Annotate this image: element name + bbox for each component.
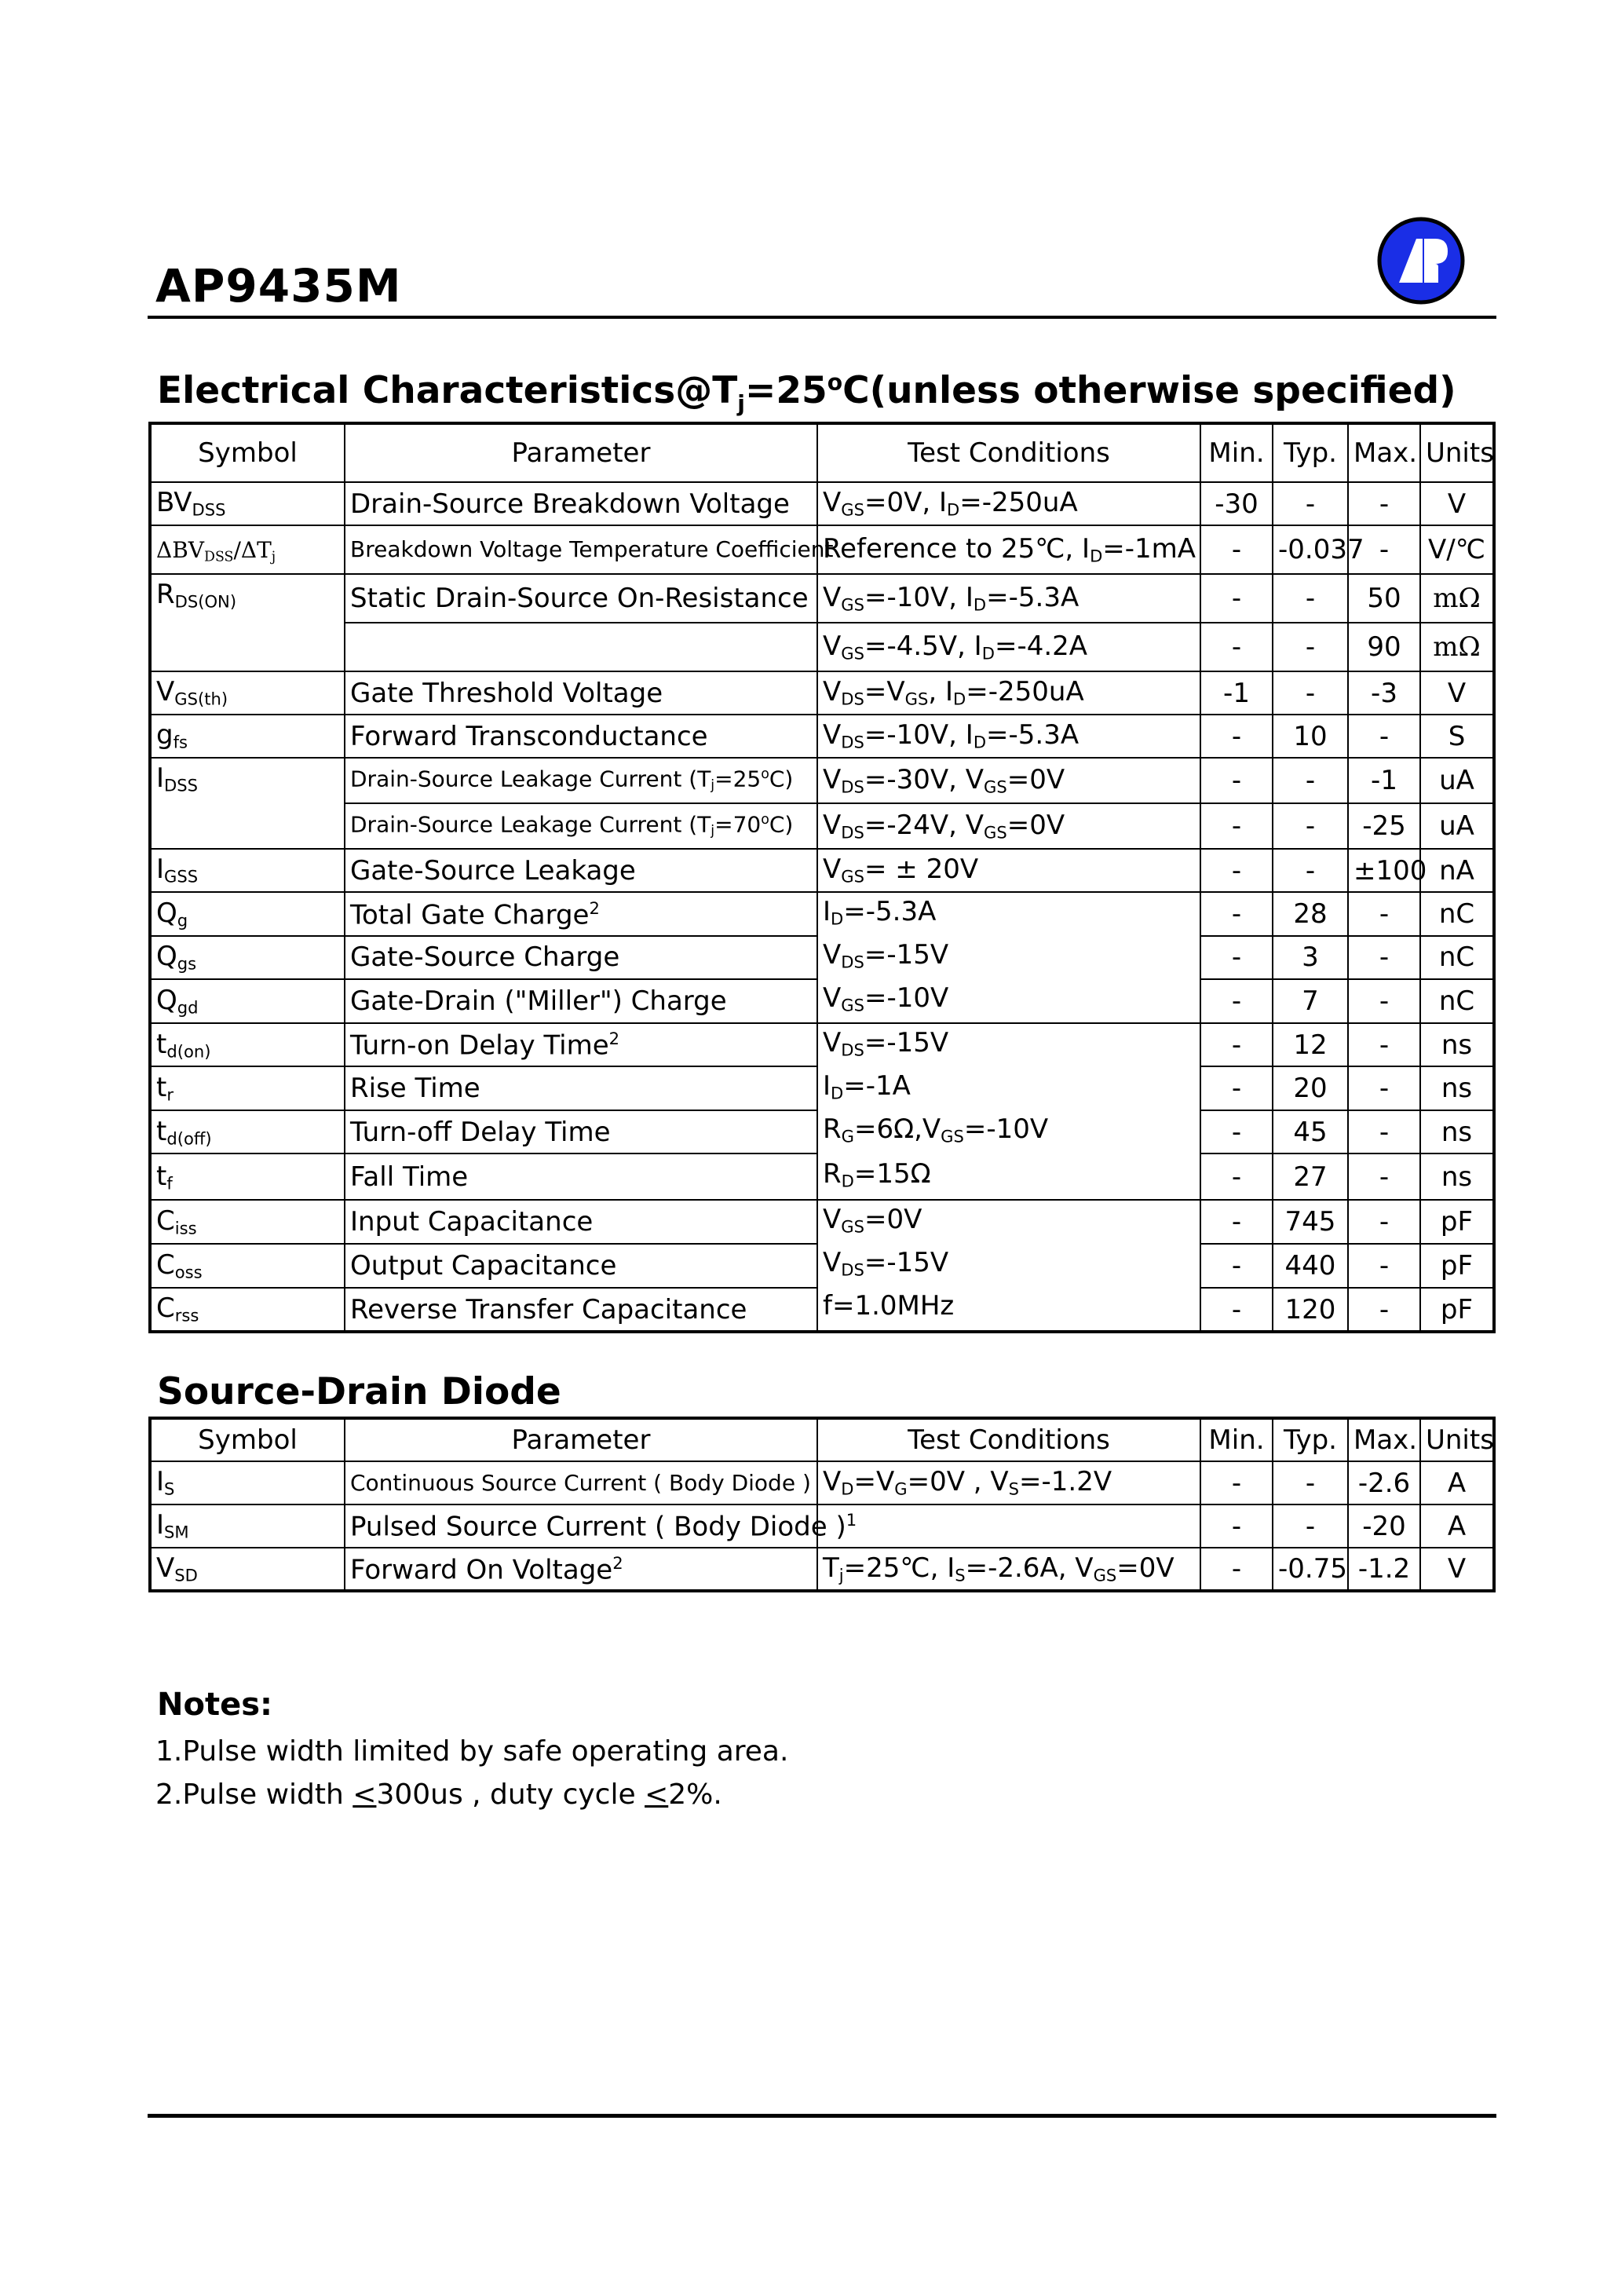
parameter-cell: Pulsed Source Current ( Body Diode )$^1$ <box>345 1504 817 1548</box>
max-cell: -1.2 <box>1348 1548 1420 1591</box>
typ-cell: 440 <box>1273 1244 1348 1288</box>
table-header-row <box>150 1418 1494 1461</box>
units-cell: V <box>1420 671 1494 715</box>
column-header: Symbol <box>150 1418 345 1461</box>
typ-cell: - <box>1273 482 1348 525</box>
parameter-cell: Gate Threshold Voltage <box>345 671 817 715</box>
symbol-cell: $g_{fs}$ <box>150 715 345 758</box>
max-cell: - <box>1348 1288 1420 1332</box>
min-cell: -1 <box>1200 671 1273 715</box>
parameter-cell: Breakdown Voltage Temperature Coefficient <box>345 525 817 574</box>
units-cell: A <box>1420 1504 1494 1548</box>
typ-cell: 7 <box>1273 979 1348 1023</box>
max-cell: - <box>1348 1153 1420 1200</box>
units-cell: mΩ <box>1420 623 1494 671</box>
min-cell: - <box>1200 936 1273 980</box>
symbol-cell: $t_f$ <box>150 1153 345 1200</box>
table-row <box>150 892 1494 936</box>
parameter-cell: Turn-on Delay Time$^2$ <box>345 1023 817 1066</box>
typ-cell: - <box>1273 623 1348 671</box>
column-header: Parameter <box>345 1418 817 1461</box>
source-drain-diode-title: Source-Drain Diode <box>157 1370 561 1413</box>
test-condition-cell: $V_{DS}=-15V$ $I_D=-1A$ $R_G=6\Omega,V_{GS}=-10V$ $R_D=15\Omega$ <box>817 1023 1200 1200</box>
table-row <box>150 1548 1494 1591</box>
typ-cell: 745 <box>1273 1200 1348 1244</box>
max-cell: -3 <box>1348 671 1420 715</box>
column-header: Typ. <box>1273 1418 1348 1461</box>
max-cell: - <box>1348 936 1420 980</box>
symbol-cell: $Q_{gs}$ <box>150 936 345 980</box>
max-cell: - <box>1348 1244 1420 1288</box>
symbol-cell: $I_{SM}$ <box>150 1504 345 1548</box>
max-cell: - <box>1348 1066 1420 1110</box>
electrical-characteristics-table <box>148 422 1496 1333</box>
symbol-cell: $I_S$ <box>150 1461 345 1504</box>
test-condition-cell: $V_{DS}=-10V$, $I_D=-5.3A$ <box>817 715 1200 758</box>
test-condition-cell: $V_{GS}=-4.5V$, $I_D=-4.2A$ <box>817 623 1200 671</box>
column-header: Parameter <box>345 423 817 482</box>
max-cell: - <box>1348 482 1420 525</box>
min-cell: - <box>1200 1504 1273 1548</box>
max-cell: - <box>1348 892 1420 936</box>
typ-cell: - <box>1273 849 1348 892</box>
min-cell: - <box>1200 1288 1273 1332</box>
column-header: Min. <box>1200 1418 1273 1461</box>
symbol-cell: $V_{GS(th)}$ <box>150 671 345 715</box>
symbol-cell: $Q_g$ <box>150 892 345 936</box>
typ-cell: 120 <box>1273 1288 1348 1332</box>
parameter-cell: Rise Time <box>345 1066 817 1110</box>
units-cell: nC <box>1420 936 1494 980</box>
electrical-characteristics-title: Electrical $Characteristics@T_j=25^oC(unless$ otherwise specified) <box>157 369 1456 417</box>
column-header: Symbol <box>150 423 345 482</box>
typ-cell: -0.037 <box>1273 525 1348 574</box>
test-condition-cell: $T_j=25℃$, $I_S=-2.6A$, $V_{GS}=0V$ <box>817 1548 1200 1591</box>
test-condition-cell: $I_D=-5.3A$ $V_{DS}=-15V$ $V_{GS}=-10V$ <box>817 892 1200 1023</box>
parameter-cell: Input Capacitance <box>345 1200 817 1244</box>
parameter-cell: Turn-off Delay Time <box>345 1110 817 1153</box>
units-cell: V/℃ <box>1420 525 1494 574</box>
min-cell: - <box>1200 892 1273 936</box>
min-cell: - <box>1200 1461 1273 1504</box>
note-2: 2.Pulse width <300us , duty cycle <2%. <box>155 1779 722 1811</box>
table-row <box>150 482 1494 525</box>
symbol-cell: $BV_{DSS}$ <box>150 482 345 525</box>
max-cell: -2.6 <box>1348 1461 1420 1504</box>
table-row <box>150 1023 1494 1066</box>
column-header: Min. <box>1200 423 1273 482</box>
parameter-cell: Gate-Drain ("Miller") Charge <box>345 979 817 1023</box>
units-cell: pF <box>1420 1288 1494 1332</box>
typ-cell: 28 <box>1273 892 1348 936</box>
min-cell: - <box>1200 803 1273 849</box>
units-cell: ns <box>1420 1110 1494 1153</box>
typ-cell: - <box>1273 803 1348 849</box>
test-condition-cell: $V_{GS}=0V$, $I_D=-250uA$ <box>817 482 1200 525</box>
part-number: AP9435M <box>155 259 402 313</box>
typ-cell: 20 <box>1273 1066 1348 1110</box>
column-header: Max. <box>1348 1418 1420 1461</box>
typ-cell: - <box>1273 1461 1348 1504</box>
test-condition-cell: $V_{DS}=V_{GS}$, $I_D=-250uA$ <box>817 671 1200 715</box>
table-row <box>150 849 1494 892</box>
max-cell: -25 <box>1348 803 1420 849</box>
min-cell: - <box>1200 758 1273 803</box>
typ-cell: 27 <box>1273 1153 1348 1200</box>
min-cell: - <box>1200 525 1273 574</box>
units-cell: nC <box>1420 892 1494 936</box>
test-condition-cell: $V_{GS}= \pm 20V$ <box>817 849 1200 892</box>
typ-cell: 10 <box>1273 715 1348 758</box>
units-cell: S <box>1420 715 1494 758</box>
symbol-cell: $I_{GSS}$ <box>150 849 345 892</box>
min-cell: -30 <box>1200 482 1273 525</box>
parameter-cell: Forward On Voltage$^2$ <box>345 1548 817 1591</box>
note-1: 1.Pulse width limited by safe operating area. <box>155 1735 789 1768</box>
source-drain-diode-table <box>148 1417 1496 1592</box>
test-condition-cell: $V_{GS}=0V$ $V_{DS}=-15V$ f=1.0MHz <box>817 1200 1200 1332</box>
symbol-cell: $C_{oss}$ <box>150 1244 345 1288</box>
table-row <box>150 1504 1494 1548</box>
table-row <box>150 758 1494 803</box>
units-cell: V <box>1420 482 1494 525</box>
units-cell: pF <box>1420 1200 1494 1244</box>
symbol-cell: $C_{iss}$ <box>150 1200 345 1244</box>
table-row <box>150 623 1494 671</box>
table-row <box>150 715 1494 758</box>
column-header: Typ. <box>1273 423 1348 482</box>
min-cell: - <box>1200 1200 1273 1244</box>
parameter-cell: Fall Time <box>345 1153 817 1200</box>
column-header: Max. <box>1348 423 1420 482</box>
company-logo <box>1375 215 1467 306</box>
table-row <box>150 1200 1494 1244</box>
parameter-cell: Output Capacitance <box>345 1244 817 1288</box>
units-cell: ns <box>1420 1023 1494 1066</box>
table-row <box>150 671 1494 715</box>
units-cell: nA <box>1420 849 1494 892</box>
max-cell: -20 <box>1348 1504 1420 1548</box>
typ-cell: - <box>1273 1504 1348 1548</box>
test-condition-cell: $V_{GS}=-10V$, $I_D=-5.3A$ <box>817 574 1200 623</box>
test-condition-cell: $V_{DS}=-24V$, $V_{GS}=0V$ <box>817 803 1200 849</box>
units-cell: ns <box>1420 1066 1494 1110</box>
typ-cell: 45 <box>1273 1110 1348 1153</box>
parameter-cell: Gate-Source Charge <box>345 936 817 980</box>
column-header: Test Conditions <box>817 423 1200 482</box>
min-cell: - <box>1200 979 1273 1023</box>
table-row <box>150 803 1494 849</box>
test-condition-cell: Reference to 25℃, $I_D=-1mA$ <box>817 525 1200 574</box>
table-row <box>150 574 1494 623</box>
max-cell: - <box>1348 525 1420 574</box>
max-cell: - <box>1348 1023 1420 1066</box>
parameter-cell: Total Gate Charge$^2$ <box>345 892 817 936</box>
parameter-cell: Static Drain-Source On-Resistance <box>345 574 817 623</box>
symbol-cell: $\Delta BV_{DSS}/\Delta T_j$ <box>150 525 345 574</box>
symbol-cell: $t_{d(on)}$ <box>150 1023 345 1066</box>
units-cell: uA <box>1420 803 1494 849</box>
min-cell: - <box>1200 1066 1273 1110</box>
footer-rule <box>148 2114 1496 2118</box>
test-condition-cell: $V_D=V_G=0V$ , $V_S=-1.2V$ <box>817 1461 1200 1504</box>
symbol-cell: $R_{DS(ON)}$ <box>150 574 345 671</box>
max-cell: - <box>1348 979 1420 1023</box>
table-row <box>150 1461 1494 1504</box>
column-header: Units <box>1420 1418 1494 1461</box>
parameter-cell: Drain-Source Leakage Current $(T_j=70^oC)$ <box>345 803 817 849</box>
units-cell: uA <box>1420 758 1494 803</box>
max-cell: -1 <box>1348 758 1420 803</box>
parameter-cell: Reverse Transfer Capacitance <box>345 1288 817 1332</box>
notes-title: Notes: <box>157 1687 273 1723</box>
symbol-cell: $t_{d(off)}$ <box>150 1110 345 1153</box>
header-rule <box>148 316 1496 319</box>
typ-cell: 12 <box>1273 1023 1348 1066</box>
min-cell: - <box>1200 1023 1273 1066</box>
symbol-cell: $V_{SD}$ <box>150 1548 345 1591</box>
min-cell: - <box>1200 1110 1273 1153</box>
typ-cell: -0.75 <box>1273 1548 1348 1591</box>
min-cell: - <box>1200 623 1273 671</box>
units-cell: V <box>1420 1548 1494 1591</box>
typ-cell: - <box>1273 671 1348 715</box>
symbol-cell: $t_r$ <box>150 1066 345 1110</box>
min-cell: - <box>1200 715 1273 758</box>
max-cell: 90 <box>1348 623 1420 671</box>
min-cell: - <box>1200 1244 1273 1288</box>
units-cell: A <box>1420 1461 1494 1504</box>
max-cell: ±100 <box>1348 849 1420 892</box>
symbol-cell: $C_{rss}$ <box>150 1288 345 1332</box>
min-cell: - <box>1200 1548 1273 1591</box>
parameter-cell: Drain-Source Breakdown Voltage <box>345 482 817 525</box>
typ-cell: 3 <box>1273 936 1348 980</box>
units-cell: pF <box>1420 1244 1494 1288</box>
max-cell: - <box>1348 1200 1420 1244</box>
min-cell: - <box>1200 849 1273 892</box>
symbol-cell: $I_{DSS}$ <box>150 758 345 849</box>
max-cell: - <box>1348 715 1420 758</box>
min-cell: - <box>1200 574 1273 623</box>
table-row <box>150 525 1494 574</box>
column-header: Test Conditions <box>817 1418 1200 1461</box>
column-header: Units <box>1420 423 1494 482</box>
max-cell: - <box>1348 1110 1420 1153</box>
typ-cell: - <box>1273 758 1348 803</box>
table-header-row <box>150 423 1494 482</box>
test-condition-cell: $V_{DS}=-30V$, $V_{GS}=0V$ <box>817 758 1200 803</box>
parameter-cell: Gate-Source Leakage <box>345 849 817 892</box>
symbol-cell: $Q_{gd}$ <box>150 979 345 1023</box>
units-cell: ns <box>1420 1153 1494 1200</box>
typ-cell: - <box>1273 574 1348 623</box>
parameter-cell: Continuous Source Current ( Body Diode ) <box>345 1461 817 1504</box>
max-cell: 50 <box>1348 574 1420 623</box>
min-cell: - <box>1200 1153 1273 1200</box>
parameter-cell <box>345 623 817 671</box>
parameter-cell: Drain-Source Leakage Current $(T_j=25^oC)$ <box>345 758 817 803</box>
test-condition-cell <box>817 1504 1200 1548</box>
parameter-cell: Forward Transconductance <box>345 715 817 758</box>
units-cell: nC <box>1420 979 1494 1023</box>
units-cell: mΩ <box>1420 574 1494 623</box>
